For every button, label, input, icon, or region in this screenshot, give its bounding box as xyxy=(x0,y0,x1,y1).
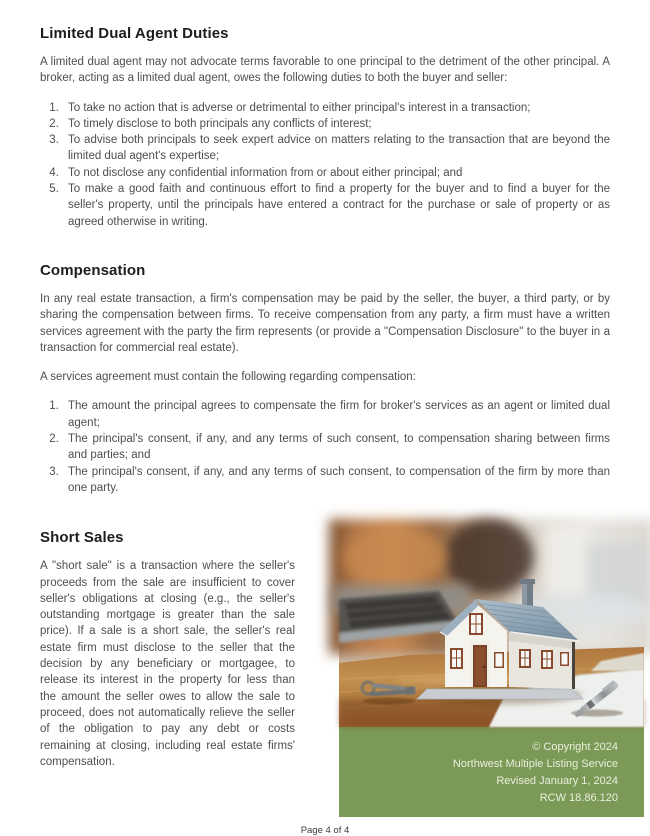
list-item: 3. The principal's consent, if any, and any terms of such consent, to compensation of the firm by more than one party. xyxy=(62,464,610,497)
section-short-sales xyxy=(40,529,644,817)
heading-compensation: Compensation xyxy=(40,261,146,279)
copyright-line: Northwest Multiple Listing Service xyxy=(452,758,618,771)
dual-agent-duties-list xyxy=(40,100,610,230)
heading-short-sales: Short Sales xyxy=(40,529,124,547)
section-limited-dual-agent-duties xyxy=(40,25,610,230)
copyright-line: RCW 18.86.120 xyxy=(539,792,618,805)
short-sales-paragraph: A "short sale" is a transaction where the seller's proceeds from the sale are insufficient to cover seller's obligations at closing (e.g., the seller's outstanding mortgage is greater than the sale price). If a sale is a short sale, the seller's real estate firm must disclose to the seller that the decision by any beneficiary or mortgagee, to release its interest in the property for less than the amount the seller owes to allow the sale to proceed, does not automatically relieve the seller of the obligation to pay any debt or costs remaining at closing, including real estate firms' compensation. xyxy=(40,560,295,768)
copyright-line: © Copyright 2024 xyxy=(532,741,618,754)
list-item: 1. The amount the principal agrees to compensate the firm for broker's services as an agent or limited dual agent; xyxy=(62,398,610,431)
list-item: 1. To take no action that is adverse or detrimental to either principal's interest in a transaction; xyxy=(62,100,610,116)
dual-agent-intro-paragraph: A limited dual agent may not advocate terms favorable to one principal to the detriment of the other principal. A broker, acting as a limited dual agent, owes the following duties to both the buyer and seller: xyxy=(40,56,610,85)
heading-limited-dual-agent-duties: Limited Dual Agent Duties xyxy=(40,25,229,42)
compensation-list-intro: A services agreement must contain the following regarding compensation: xyxy=(40,371,416,384)
page-number: Page 4 of 4 xyxy=(300,825,350,836)
section-compensation xyxy=(40,262,610,496)
short-sales-text-column xyxy=(40,529,295,817)
list-item: 2. To timely disclose to both principals any conflicts of interest; xyxy=(62,116,610,132)
list-item: 3. To advise both principals to seek expert advice on matters relating to the transaction that are beyond the limited dual agent's expertise; xyxy=(62,132,610,165)
list-item: 2. The principal's consent, if any, and any terms of such consent, to compensation sharing between firms and parties; and xyxy=(62,431,610,464)
list-item: 5. To make a good faith and continuous effort to find a property for the buyer and to find a buyer for the seller's property, until the principals have entered a contract for the purchase or sale of property or as agreed otherwise in writing. xyxy=(62,181,610,230)
model-house-photo xyxy=(339,529,644,727)
compensation-requirements-list xyxy=(40,398,610,496)
photo-column xyxy=(339,529,644,817)
copyright-box xyxy=(339,727,644,817)
compensation-intro-paragraph: In any real estate transaction, a firm's compensation may be paid by the seller, the buyer, a third party, or by sharing the compensation between firms. To receive compensation from any party, a firm must have a written services agreement with the party the firm represents (or provide a "Compensation Disclosure" to the buyer in a transaction for commercial real estate). xyxy=(40,292,610,354)
copyright-line: Revised January 1, 2024 xyxy=(496,775,618,788)
list-item: 4. To not disclose any confidential information from or about either principal; and xyxy=(62,165,610,181)
